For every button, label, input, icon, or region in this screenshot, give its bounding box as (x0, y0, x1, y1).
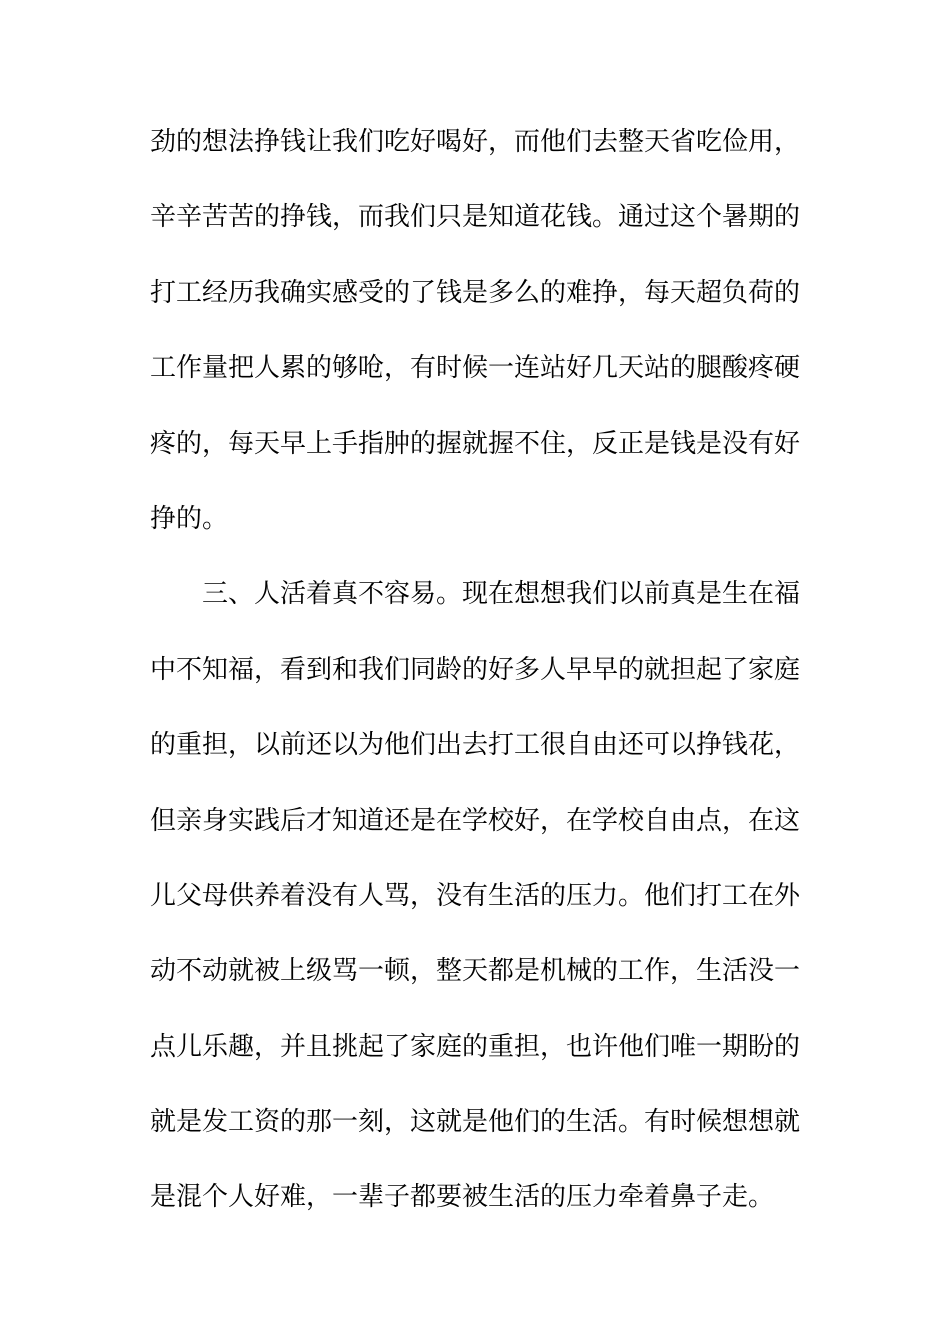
paragraph-start-line: 三、人活着真不容易。现在想想我们以前真是生在福 (202, 579, 801, 610)
body-text (150, 124, 800, 1255)
text-line: 但亲身实践后才知道还是在学校好，在学校自由点，在这 (150, 805, 801, 836)
text-line: 工作量把人累的够呛，有时候一连站好几天站的腿酸疼硬 (150, 353, 801, 384)
text-line: 是混个人好难，一辈子都要被生活的压力牵着鼻子走。 (150, 1182, 775, 1213)
text-line: 的重担，以前还以为他们出去打工很自由还可以挣钱花， (150, 730, 801, 761)
text-line: 挣的。 (150, 503, 229, 534)
text-line: 儿父母供养着没有人骂，没有生活的压力。他们打工在外 (150, 880, 801, 911)
text-line: 打工经历我确实感受的了钱是多么的难挣，每天超负荷的 (150, 277, 801, 308)
text-line: 中不知福，看到和我们同龄的好多人早早的就担起了家庭 (150, 654, 801, 685)
text-line: 疼的，每天早上手指肿的握就握不住，反正是钱是没有好 (150, 428, 801, 459)
text-line: 点儿乐趣，并且挑起了家庭的重担，也许他们唯一期盼的 (150, 1031, 801, 1062)
text-line: 动不动就被上级骂一顿，整天都是机械的工作，生活没一 (150, 956, 801, 987)
text-line: 辛辛苦苦的挣钱，而我们只是知道花钱。通过这个暑期的 (150, 202, 801, 233)
text-line: 劲的想法挣钱让我们吃好喝好，而他们去整天省吃俭用， (150, 127, 801, 157)
text-line: 就是发工资的那一刻，这就是他们的生活。有时候想想就 (150, 1107, 801, 1138)
